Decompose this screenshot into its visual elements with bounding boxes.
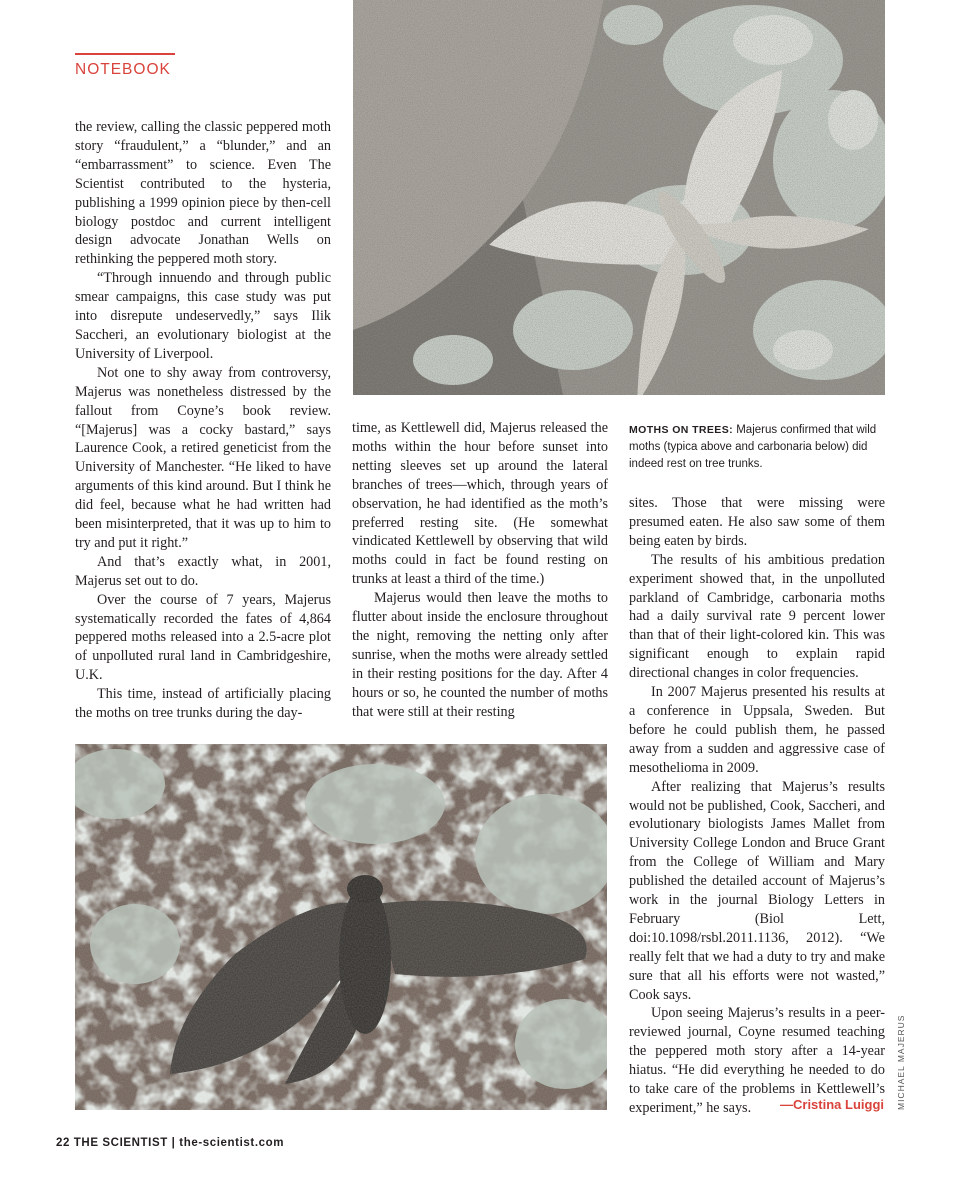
- caption-text: Majerus confirmed that wild moths (typica above and carbonaria below) did indeed rest on tree trunks.: [629, 424, 877, 470]
- carbonaria-moth-image: [75, 744, 607, 1110]
- paragraph: Majerus would then leave the moths to flutter about inside the enclosure throughout the night, removing the netting only after sunrise, when the moths were already settled in their resting positions for the day. After 4 hours or so, he counted the number of moths that were still at their resting: [352, 590, 608, 720]
- section-label: NOTEBOOK: [75, 61, 171, 78]
- page-number: 22: [56, 1137, 70, 1149]
- page-footer: [56, 1137, 284, 1149]
- paragraph: In 2007 Majerus presented his results at a conference in Uppsala, Sweden. But before he could publish them, he passed away from a sudden and aggressive case of mesothelioma in 2009.: [629, 684, 885, 776]
- photo-typica-moth: [353, 0, 885, 395]
- article-column-3: [629, 494, 885, 1118]
- paragraph: Upon seeing Majerus’s results in a peer-reviewed journal, Coyne resumed teaching the peppered moth story after a 14-year hiatus. “He did everything he needed to do to take care of the problems in Kettlewell’s experiment,” he says.: [629, 1005, 885, 1116]
- caption-title: MOTHS ON TREES:: [629, 424, 734, 436]
- photo-carbonaria-moth: [75, 744, 607, 1110]
- typica-moth-image: [353, 0, 885, 395]
- paragraph: This time, instead of artificially placing the moths on tree trunks during the day-: [75, 686, 331, 722]
- paragraph: “Through innuendo and through public smear campaigns, this case study was put into disrepute undeservedly,” says Ilik Saccheri, an evolutionary biologist at the University of Liverpool.: [75, 270, 331, 362]
- paragraph: Not one to shy away from controversy, Majerus was nonetheless distressed by the fallout from Coyne’s book review. “[Majerus] was a cocky bastard,” says Laurence Cook, a retired geneticist from the University of Manchester. “He liked to have arguments of this kind around. But I think he did feel, because what he had written had been misinterpreted, that it was up to him to try and put it right.”: [75, 364, 331, 551]
- article-column-1: [75, 118, 331, 723]
- paragraph: Over the course of 7 years, Majerus systematically recorded the fates of 4,864 peppered moths released into a 2.5-acre plot of unpolluted rural land in Cambridgeshire, U.K.: [75, 591, 331, 684]
- paragraph: the review, calling the classic peppered moth story “fraudulent,” a “blunder,” and an “embarrassment” to science. Even The Scientist contributed to the hysteria, publishing a 1999 opinion piece by then-cell biology postdoc and current intelligent design advocate Jonathan Wells on rethinking the peppered moth story.: [75, 119, 331, 268]
- section-rule: [75, 53, 175, 55]
- paragraph: The results of his ambitious predation experiment showed that, in the unpolluted parkland of Cambridge, carbonaria moths had a daily survival rate 9 percent lower than that of their light-colored kin. This was significant enough to explain rapid directional changes in color frequencies.: [629, 551, 885, 682]
- photo-caption: [629, 422, 887, 473]
- paragraph: After realizing that Majerus’s results would not be published, Cook, Saccheri, and evolutionary biologists James Mallet from University College London and Bruce Grant from the College of William and Mary published the detailed account of Majerus’s work in the journal Biology Letters in February (Biol Lett, doi:10.1098/rsbl.2011.1136, 2012). “We really felt that we had a duty to try and make sure that all his efforts were not wasted,” Cook says.: [629, 778, 885, 1003]
- footer-url: the-scientist.com: [179, 1137, 285, 1149]
- photo-credit: MICHAEL MAJERUS: [896, 1014, 906, 1110]
- paragraph: time, as Kettlewell did, Majerus released the moths within the hour before sunset into netting sleeves set up around the lateral branches of trees—which, through years of observation, he had identified as the moth’s preferred resting site. (He somewhat vindicated Kettlewell by observing that wild moths could in fact be found resting on trunks at least a third of the time.): [352, 420, 608, 588]
- footer-separator: |: [171, 1137, 176, 1149]
- paragraph: And that’s exactly what, in 2001, Majerus set out to do.: [75, 553, 331, 589]
- article-column-2: [352, 419, 608, 722]
- byline: —Cristina Luiggi: [780, 1097, 884, 1112]
- magazine-name: THE SCIENTIST: [73, 1137, 168, 1149]
- paragraph: sites. Those that were missing were presumed eaten. He also saw some of them being eaten by birds.: [629, 495, 885, 549]
